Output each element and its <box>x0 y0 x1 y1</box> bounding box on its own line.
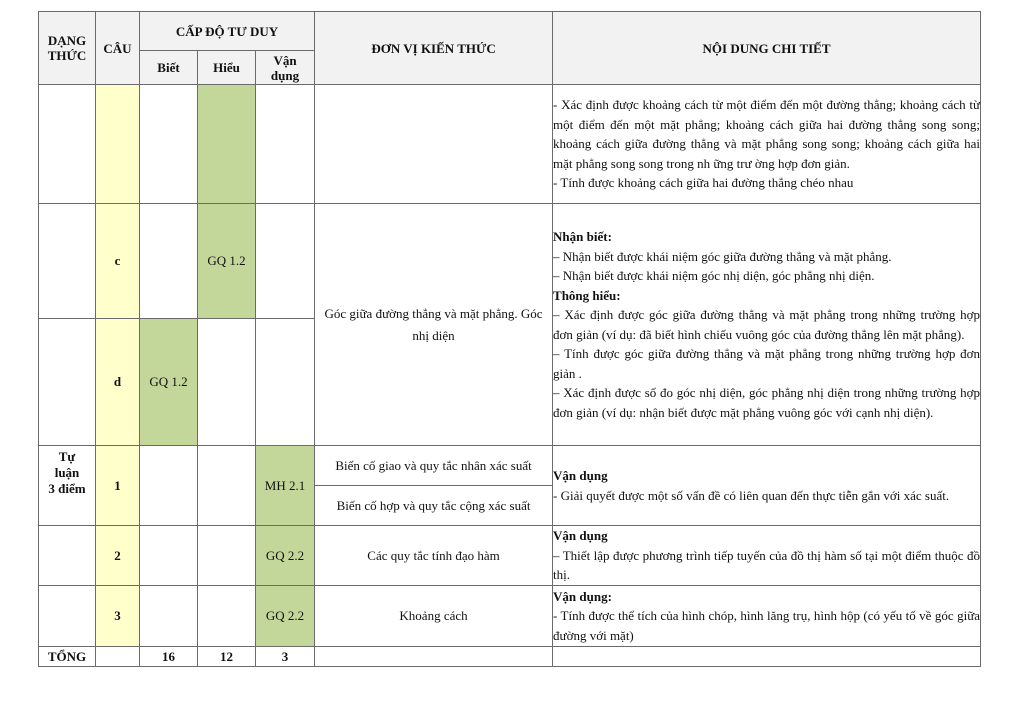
cau-cell: 2 <box>96 526 140 586</box>
dang-thuc-cell <box>39 526 96 586</box>
biet-cell <box>140 446 198 526</box>
unit-cell: Các quy tắc tính đạo hàm <box>315 526 553 586</box>
detail-line: – Nhận biết được khái niệm góc giữa đường thẳng và mặt phẳng. <box>553 248 892 264</box>
detail-cell <box>553 446 981 526</box>
tu-luan-label: luận <box>54 465 80 480</box>
total-cau <box>96 647 140 667</box>
header-van-dung: Vận dụng <box>256 51 315 85</box>
unit-cell: Khoảng cách <box>315 586 553 647</box>
dang-thuc-cell <box>39 85 96 204</box>
tu-luan-points: 3 điểm <box>48 481 86 496</box>
detail-cell <box>553 526 981 586</box>
detail-cell <box>553 85 981 204</box>
table-row <box>39 204 981 319</box>
cau-cell: 1 <box>96 446 140 526</box>
header-row-1 <box>39 12 981 51</box>
table-row <box>39 85 981 204</box>
hieu-cell <box>198 586 256 647</box>
dang-thuc-tu-luan <box>39 446 96 526</box>
detail-cell <box>553 586 981 647</box>
knowledge-matrix-table <box>38 11 981 667</box>
biet-cell <box>140 85 198 204</box>
unit-cell <box>315 85 553 204</box>
van-dung-cell <box>256 85 315 204</box>
detail-heading: Vận dụng <box>553 468 608 483</box>
detail-heading: Vận dụng: <box>553 588 612 604</box>
detail-line: - Tính được khoảng cách giữa hai đường thẳng chéo nhau <box>553 175 854 191</box>
detail-heading: Vận dụng <box>553 528 608 544</box>
unit-cell: Biến cố hợp và quy tắc cộng xác suất <box>315 486 553 526</box>
van-dung-cell: GQ 2.2 <box>256 526 315 586</box>
cau-cell: c <box>96 204 140 319</box>
total-label: TỔNG <box>39 647 96 667</box>
van-dung-cell <box>256 204 315 319</box>
cau-cell: 3 <box>96 586 140 647</box>
biet-cell <box>140 526 198 586</box>
biet-cell: GQ 1.2 <box>140 319 198 446</box>
total-row <box>39 647 981 667</box>
total-biet: 16 <box>140 647 198 667</box>
detail-line: – Xác định được góc giữa đường thẳng và mặt phẳng trong những trường hợp đơn giản (ví dụ: đã biết hình chiếu vuông góc của đường thẳng lên mặt phẳng). <box>553 307 981 342</box>
hieu-cell <box>198 446 256 526</box>
hieu-cell <box>198 85 256 204</box>
detail-heading: Nhận biết: <box>553 229 612 244</box>
hieu-cell <box>198 526 256 586</box>
dang-thuc-cell <box>39 204 96 319</box>
detail-line: – Nhận biết được khái niệm góc nhị diện, góc phẳng nhị diện. <box>553 268 875 283</box>
detail-line: – Thiết lập được phương trình tiếp tuyến của đồ thị hàm số tại một điểm thuộc đồ thị. <box>553 547 981 583</box>
total-unit <box>315 647 553 667</box>
van-dung-cell: MH 2.1 <box>256 446 315 526</box>
header-cap-do: CẤP ĐỘ TƯ DUY <box>140 12 315 51</box>
hieu-cell: GQ 1.2 <box>198 204 256 319</box>
hieu-cell <box>198 319 256 446</box>
biet-cell <box>140 204 198 319</box>
detail-line: - Tính được thể tích của hình chóp, hình lăng trụ, hình hộp (có yếu tố về góc giữa đường với mặt) <box>553 608 981 643</box>
tu-luan-label: Tự <box>58 449 76 464</box>
detail-line: – Xác định được số đo góc nhị diện, góc phẳng nhị diện trong những trường hợp đơn giản (ví dụ: nhận biết được mặt phẳng vuông góc với cạnh nhị diện). <box>553 385 981 420</box>
dang-thuc-cell <box>39 586 96 647</box>
total-hieu: 12 <box>198 647 256 667</box>
header-cau: CÂU <box>96 12 140 85</box>
table-row <box>39 526 981 586</box>
detail-cell <box>553 204 981 446</box>
van-dung-cell: GQ 2.2 <box>256 586 315 647</box>
detail-heading: Thông hiểu: <box>553 287 621 303</box>
cau-cell <box>96 85 140 204</box>
detail-line: - Giải quyết được một số vấn đề có liên quan đến thực tiễn gắn với xác suất. <box>553 487 950 503</box>
header-biet: Biết <box>140 51 198 85</box>
biet-cell <box>140 586 198 647</box>
header-hieu: Hiểu <box>198 51 256 85</box>
table-row <box>39 446 981 486</box>
van-dung-cell <box>256 319 315 446</box>
unit-cell: Biến cố giao và quy tắc nhân xác suất <box>315 446 553 486</box>
header-dang-thuc: DẠNG THỨC <box>39 12 96 85</box>
header-noi-dung: NỘI DUNG CHI TIẾT <box>553 12 981 85</box>
total-van-dung: 3 <box>256 647 315 667</box>
detail-line: - Xác định được khoảng cách từ một điểm đến một đường thẳng; khoảng cách từ một điểm đến một mặt phẳng; khoảng cách giữa hai đường thẳng song song; khoảng cách giữa đường thẳng và mặt phẳng song song; khoảng cách giữa hai mặt phẳng song song trong nh ững trư ờng hợp đơn giản. <box>553 97 981 171</box>
unit-cell: Góc giữa đường thẳng và mặt phẳng. Góc nhị diện <box>315 204 553 446</box>
dang-thuc-cell <box>39 319 96 446</box>
table-row <box>39 586 981 647</box>
header-don-vi: ĐƠN VỊ KIẾN THỨC <box>315 12 553 85</box>
total-detail <box>553 647 981 667</box>
detail-line: – Tính được góc giữa đường thẳng và mặt phẳng trong những trường hợp đơn giản . <box>553 346 981 381</box>
cau-cell: d <box>96 319 140 446</box>
